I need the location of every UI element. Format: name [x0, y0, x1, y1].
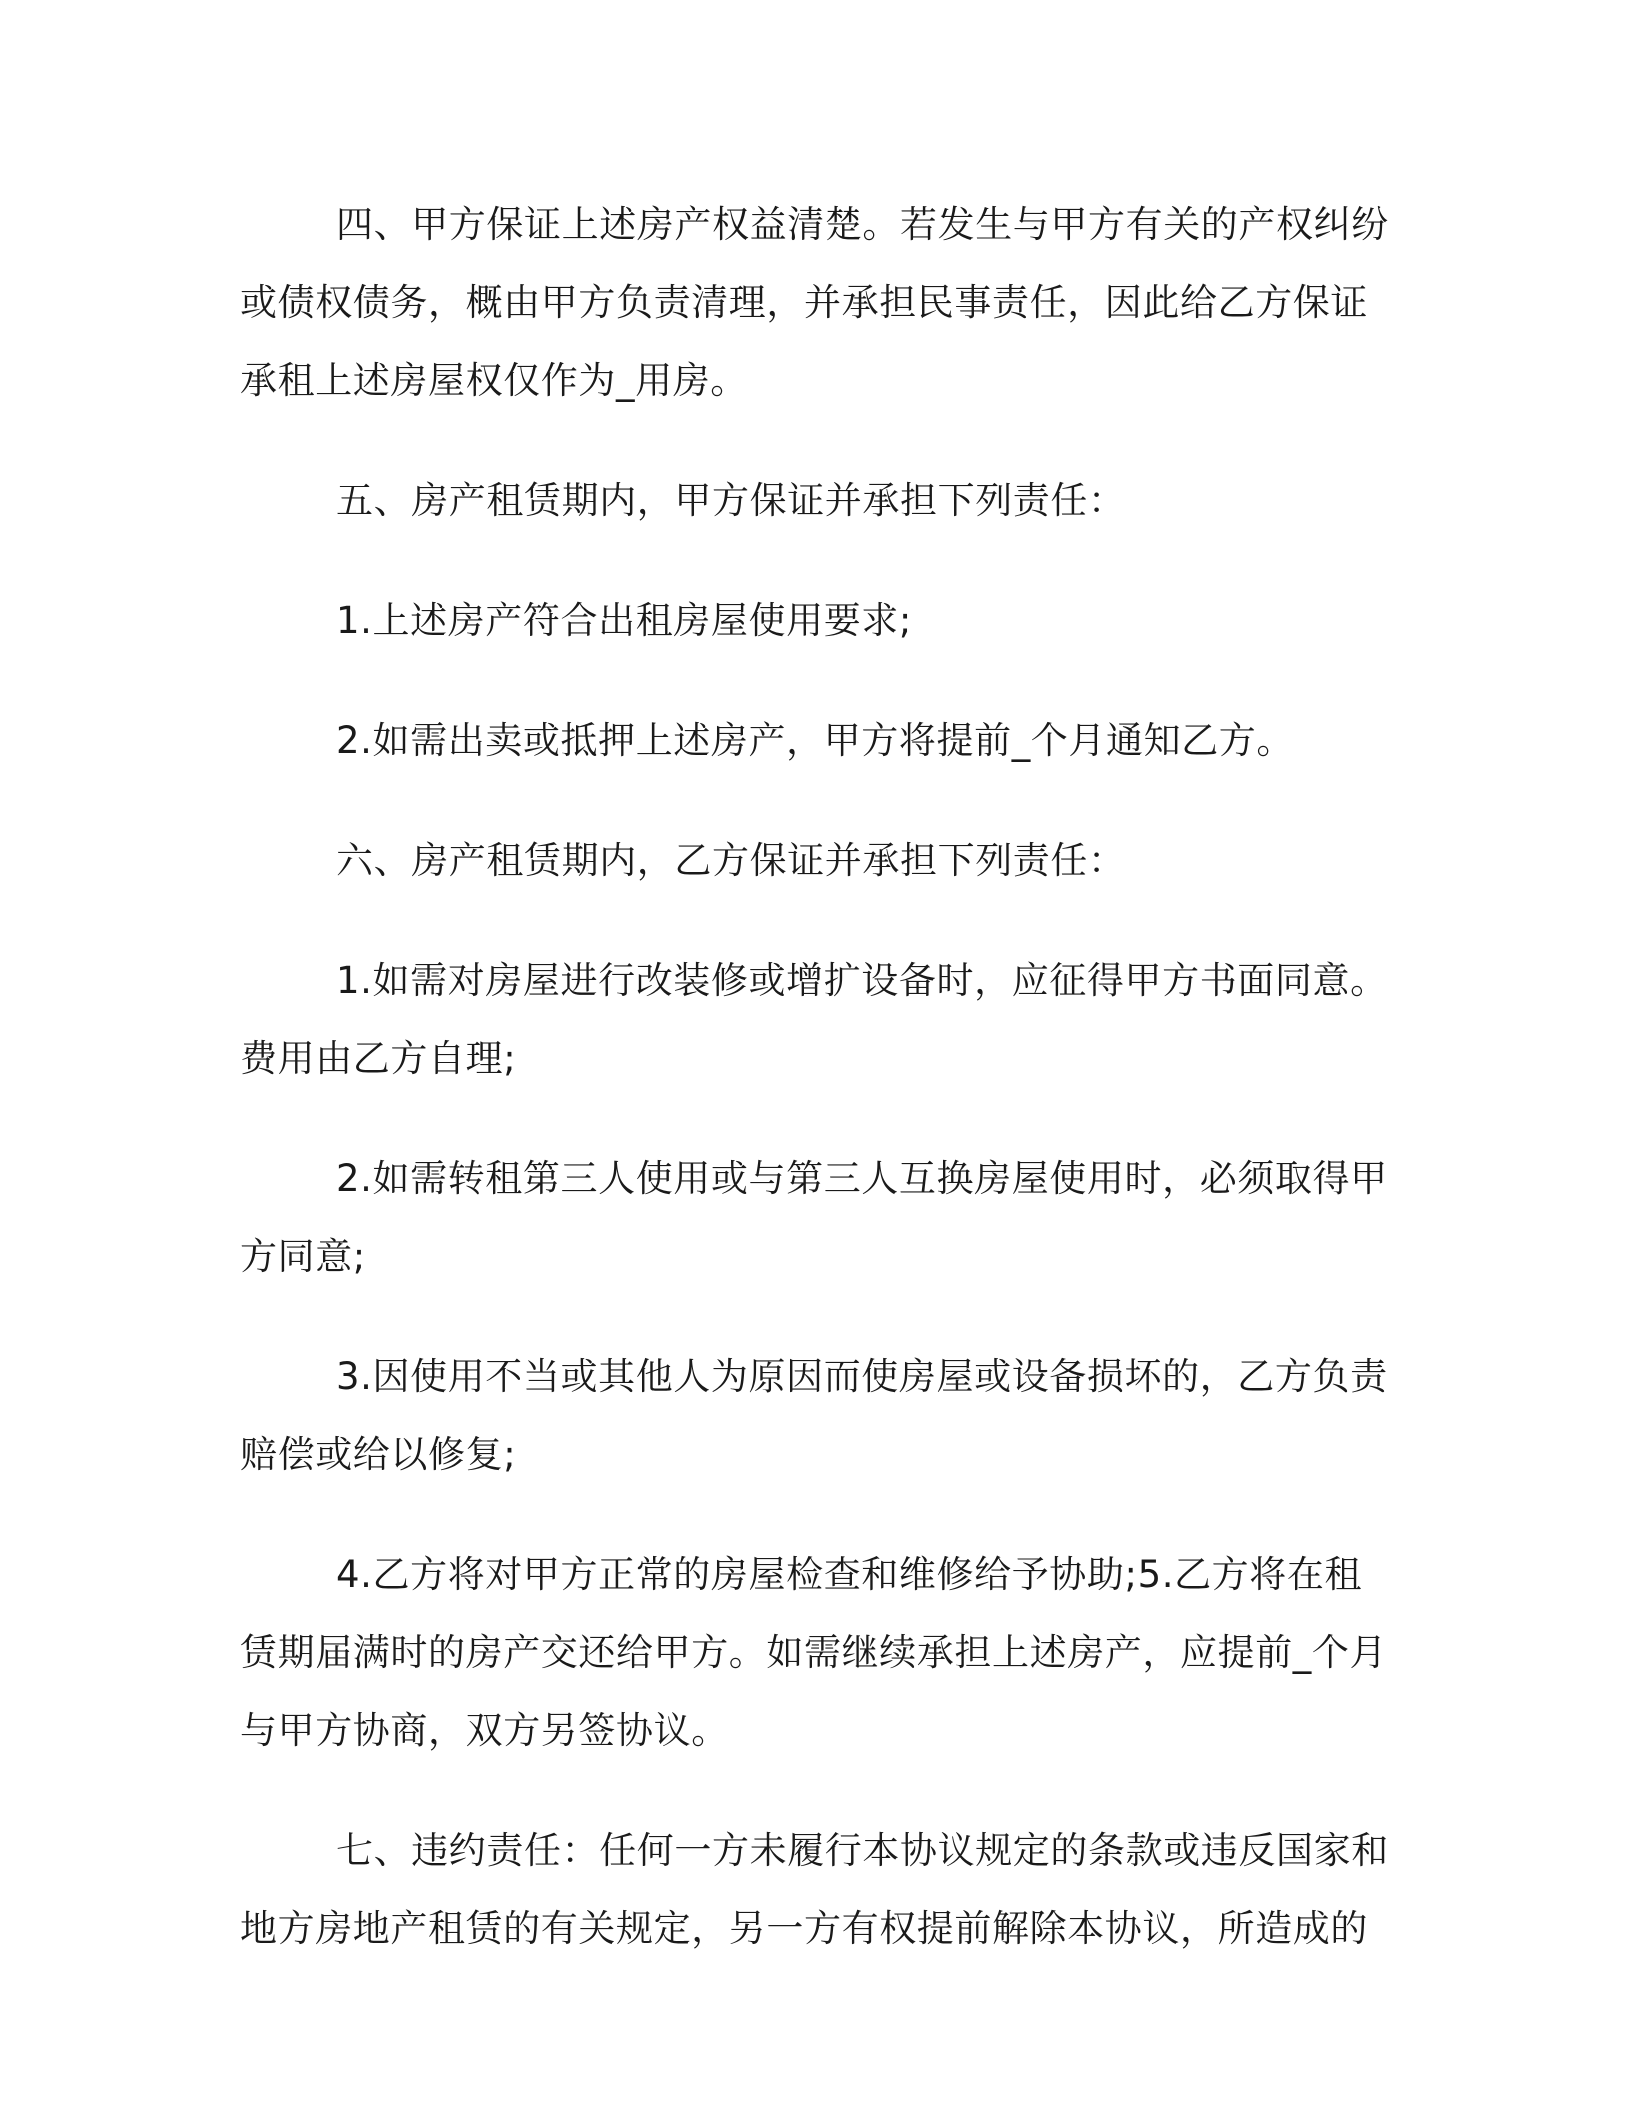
clause-seven-paragraph: 七、违约责任：任何一方未履行本协议规定的条款或违反国家和地方房地产租赁的有关规定，另一方有权提前解除本协议，所造成的: [240, 1829, 1389, 1950]
document-page: [240, 186, 1390, 2010]
clause-five-heading: 五、房产租赁期内，甲方保证并承担下列责任：: [336, 479, 1126, 522]
clause-four-paragraph: 四、甲方保证上述房产权益清楚。若发生与甲方有关的产权纠纷或债权债务，概由甲方负责清理，并承担民事责任，因此给乙方保证承租上述房屋权仅作为_用房。: [240, 203, 1389, 402]
clause-five-item-2: 2.如需出卖或抵押上述房产，甲方将提前_个月通知乙方。: [336, 719, 1295, 762]
clause-six-item-2: 2.如需转租第三人使用或与第三人互换房屋使用时，必须取得甲方同意;: [240, 1157, 1388, 1278]
clause-five-item-1: 1.上述房产符合出租房屋使用要求;: [336, 599, 912, 642]
clause-six-heading: 六、房产租赁期内，乙方保证并承担下列责任：: [336, 839, 1126, 882]
clause-six-item-4-5: 4.乙方将对甲方正常的房屋检查和维修给予协助;5.乙方将在租赁期届满时的房产交还给甲方。如需继续承担上述房产，应提前_个月与甲方协商，双方另签协议。: [240, 1553, 1388, 1752]
clause-six-item-1: 1.如需对房屋进行改装修或增扩设备时，应征得甲方书面同意。费用由乙方自理;: [240, 959, 1388, 1080]
clause-six-item-3: 3.因使用不当或其他人为原因而使房屋或设备损坏的，乙方负责赔偿或给以修复;: [240, 1355, 1388, 1476]
